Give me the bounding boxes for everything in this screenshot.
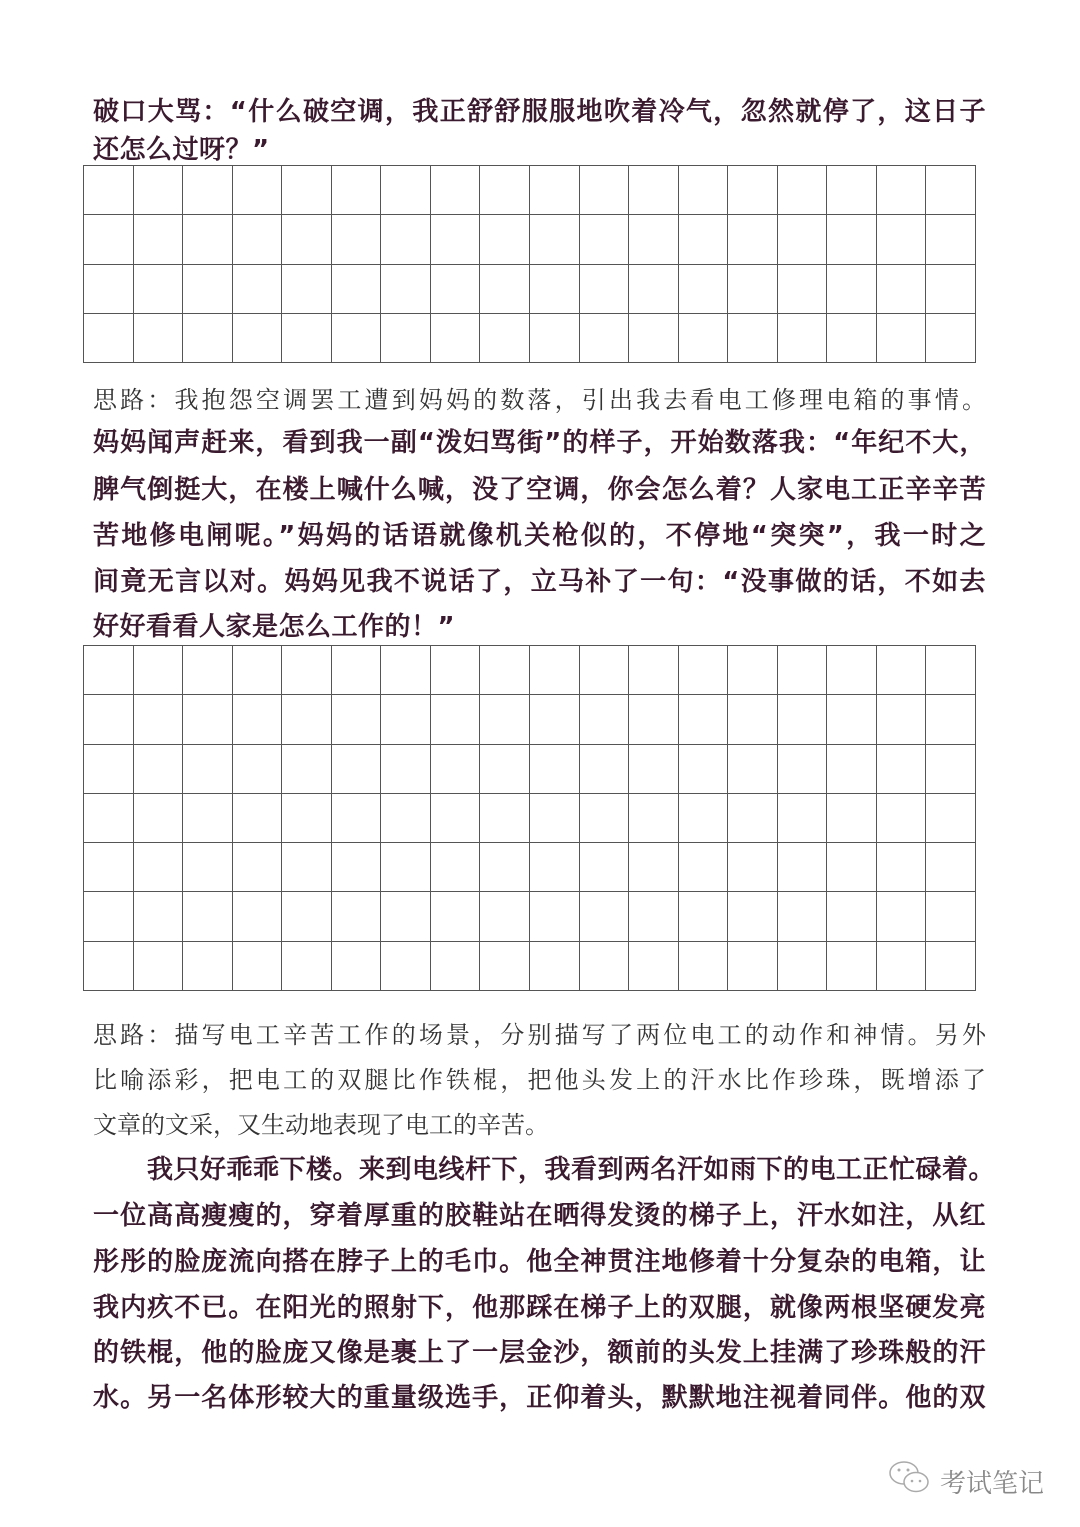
p1-line-2: 还怎么过呀？” <box>93 135 270 165</box>
grid-cell <box>778 942 828 991</box>
grid-cell <box>431 794 481 843</box>
grid-cell <box>728 745 778 794</box>
grid-cell <box>183 843 233 892</box>
grid-cell <box>827 745 877 794</box>
grid-cell <box>679 646 729 695</box>
grid-cell <box>381 745 431 794</box>
wechat-icon <box>888 1458 932 1505</box>
grid-cell <box>282 794 332 843</box>
grid-cell <box>381 843 431 892</box>
grid-cell <box>778 314 828 363</box>
grid-cell <box>282 892 332 941</box>
grid-cell <box>332 695 382 744</box>
grid-cell <box>629 745 679 794</box>
grid-cell <box>233 646 283 695</box>
grid-cell <box>530 695 580 744</box>
grid-cell <box>480 314 530 363</box>
grid-cell <box>431 265 481 314</box>
grid-cell <box>431 892 481 941</box>
grid-cell <box>282 166 332 215</box>
grid-cell <box>679 215 729 264</box>
grid-cell <box>480 695 530 744</box>
grid-cell <box>926 166 976 215</box>
grid-cell <box>926 843 976 892</box>
p3-line-6: 水。另一名体形较大的重量级选手，正仰着头，默默地注视着同伴。他的双 <box>93 1383 986 1413</box>
grid-cell <box>480 215 530 264</box>
grid-cell <box>580 745 630 794</box>
p2-line-3: 苦地修电闸呢。”妈妈的话语就像机关枪似的，不停地“突突”，我一时之 <box>93 521 986 551</box>
grid-cell <box>233 892 283 941</box>
grid-cell <box>877 695 927 744</box>
grid-cell <box>431 646 481 695</box>
grid-cell <box>728 265 778 314</box>
grid-cell <box>134 794 184 843</box>
grid-cell <box>381 942 431 991</box>
grid-cell <box>679 942 729 991</box>
grid-cell <box>282 646 332 695</box>
grid-cell <box>134 265 184 314</box>
grid-cell <box>827 215 877 264</box>
grid-cell <box>877 843 927 892</box>
grid-cell <box>629 942 679 991</box>
note2-line-2: 比喻添彩，把电工的双腿比作铁棍，把他头发上的汗水比作珍珠，既增添了 <box>93 1066 986 1094</box>
grid-cell <box>827 265 877 314</box>
grid-cell <box>926 215 976 264</box>
grid-cell <box>183 215 233 264</box>
grid-cell <box>877 265 927 314</box>
grid-cell <box>183 646 233 695</box>
grid-cell <box>134 646 184 695</box>
grid-cell <box>877 166 927 215</box>
grid-cell <box>926 745 976 794</box>
grid-cell <box>183 794 233 843</box>
grid-cell <box>778 265 828 314</box>
grid-cell <box>926 265 976 314</box>
p3-line-2: 一位高高瘦瘦的，穿着厚重的胶鞋站在晒得发烫的梯子上，汗水如注，从红 <box>93 1201 986 1231</box>
grid-cell <box>877 215 927 264</box>
p2-line-4: 间竟无言以对。妈妈见我不说话了，立马补了一句：“没事做的话，不如去 <box>93 567 986 597</box>
grid-cell <box>282 695 332 744</box>
grid-cell <box>728 843 778 892</box>
grid-cell <box>530 314 580 363</box>
grid-cell <box>431 215 481 264</box>
grid-cell <box>480 843 530 892</box>
grid-cell <box>530 843 580 892</box>
grid-cell <box>679 695 729 744</box>
grid-cell <box>778 892 828 941</box>
grid-cell <box>926 646 976 695</box>
grid-cell <box>381 166 431 215</box>
grid-cell <box>233 314 283 363</box>
grid-cell <box>134 745 184 794</box>
grid-cell <box>381 695 431 744</box>
grid-cell <box>530 646 580 695</box>
grid-cell <box>282 314 332 363</box>
grid-cell <box>530 794 580 843</box>
grid-cell <box>381 892 431 941</box>
grid-cell <box>530 892 580 941</box>
grid-cell <box>827 166 877 215</box>
grid-cell <box>728 695 778 744</box>
grid-cell <box>629 265 679 314</box>
grid-cell <box>233 166 283 215</box>
p2-line-1: 妈妈闻声赶来，看到我一副“泼妇骂街”的样子，开始数落我：“年纪不大， <box>93 428 986 458</box>
grid-cell <box>926 314 976 363</box>
grid-cell <box>629 166 679 215</box>
grid-cell <box>84 745 134 794</box>
grid-cell <box>134 314 184 363</box>
grid-cell <box>381 265 431 314</box>
grid-cell <box>233 695 283 744</box>
p3-line-4: 我内疚不已。在阳光的照射下，他那踩在梯子上的双腿，就像两根坚硬发亮 <box>93 1293 986 1323</box>
grid-cell <box>580 942 630 991</box>
grid-cell <box>827 314 877 363</box>
grid-cell <box>84 942 134 991</box>
grid-cell <box>728 892 778 941</box>
note2-line-3: 文章的文采，又生动地表现了电工的辛苦。 <box>93 1111 549 1139</box>
grid-cell <box>431 745 481 794</box>
grid-cell <box>877 794 927 843</box>
grid-cell <box>134 166 184 215</box>
grid-cell <box>233 745 283 794</box>
grid-cell <box>778 646 828 695</box>
grid-cell <box>778 745 828 794</box>
grid-cell <box>877 314 927 363</box>
grid-cell <box>629 695 679 744</box>
grid-cell <box>282 215 332 264</box>
grid-cell <box>827 646 877 695</box>
grid-cell <box>877 892 927 941</box>
grid-cell <box>778 695 828 744</box>
grid-cell <box>728 646 778 695</box>
grid-cell <box>233 942 283 991</box>
grid-cell <box>282 265 332 314</box>
grid-cell <box>134 695 184 744</box>
note2-line-1: 思路：描写电工辛苦工作的场景，分别描写了两位电工的动作和神情。另外 <box>93 1021 986 1049</box>
grid-cell <box>84 166 134 215</box>
watermark-text: 考试笔记 <box>940 1469 1045 1499</box>
grid-cell <box>827 843 877 892</box>
grid-cell <box>580 843 630 892</box>
grid-cell <box>332 892 382 941</box>
grid-cell <box>84 695 134 744</box>
grid-cell <box>629 646 679 695</box>
grid-cell <box>84 265 134 314</box>
writing-grid-1 <box>83 165 976 363</box>
grid-cell <box>233 215 283 264</box>
grid-cell <box>580 794 630 843</box>
grid-cell <box>728 942 778 991</box>
grid-cell <box>84 794 134 843</box>
grid-cell <box>580 166 630 215</box>
p1-line-1: 破口大骂：“什么破空调，我正舒舒服服地吹着冷气，忽然就停了，这日子 <box>93 97 986 127</box>
grid-cell <box>431 314 481 363</box>
p3-line-5: 的铁棍，他的脸庞又像是裹上了一层金沙，额前的头发上挂满了珍珠般的汗 <box>93 1338 986 1368</box>
grid-cell <box>431 695 481 744</box>
grid-cell <box>332 166 382 215</box>
grid-cell <box>926 892 976 941</box>
grid-cell <box>530 166 580 215</box>
p3-line-3: 彤彤的脸庞流向搭在脖子上的毛巾。他全神贯注地修着十分复杂的电箱，让 <box>93 1247 986 1277</box>
grid-cell <box>728 314 778 363</box>
grid-cell <box>332 843 382 892</box>
grid-cell <box>332 794 382 843</box>
grid-cell <box>580 215 630 264</box>
grid-cell <box>381 646 431 695</box>
p3-line-1: 我只好乖乖下楼。来到电线杆下，我看到两名汗如雨下的电工正忙碌着。 <box>147 1155 996 1185</box>
p2-line-2: 脾气倒挺大，在楼上喊什么喊，没了空调，你会怎么着？人家电工正辛辛苦 <box>93 475 986 505</box>
grid-cell <box>629 892 679 941</box>
grid-cell <box>381 314 431 363</box>
grid-cell <box>778 794 828 843</box>
grid-cell <box>629 215 679 264</box>
grid-cell <box>580 314 630 363</box>
grid-cell <box>134 215 184 264</box>
grid-cell <box>480 265 530 314</box>
grid-cell <box>183 314 233 363</box>
grid-cell <box>183 166 233 215</box>
grid-cell <box>332 745 382 794</box>
grid-cell <box>431 843 481 892</box>
grid-cell <box>629 314 679 363</box>
grid-cell <box>877 646 927 695</box>
grid-cell <box>480 942 530 991</box>
grid-cell <box>381 794 431 843</box>
grid-cell <box>926 695 976 744</box>
grid-cell <box>827 892 877 941</box>
grid-cell <box>183 695 233 744</box>
grid-cell <box>282 745 332 794</box>
grid-cell <box>480 646 530 695</box>
grid-cell <box>580 695 630 744</box>
grid-cell <box>778 166 828 215</box>
grid-cell <box>332 942 382 991</box>
grid-cell <box>926 794 976 843</box>
grid-cell <box>827 794 877 843</box>
note1-line-1: 思路：我抱怨空调罢工遭到妈妈的数落，引出我去看电工修理电箱的事情。 <box>93 386 986 414</box>
grid-cell <box>679 265 729 314</box>
grid-cell <box>183 745 233 794</box>
grid-cell <box>332 215 382 264</box>
grid-cell <box>332 646 382 695</box>
grid-cell <box>530 745 580 794</box>
grid-cell <box>827 942 877 991</box>
grid-cell <box>431 942 481 991</box>
grid-cell <box>629 843 679 892</box>
grid-cell <box>332 265 382 314</box>
p2-line-5: 好好看看人家是怎么工作的！” <box>93 612 456 642</box>
grid-cell <box>580 892 630 941</box>
grid-cell <box>530 265 580 314</box>
grid-cell <box>480 794 530 843</box>
grid-cell <box>381 215 431 264</box>
grid-cell <box>827 695 877 744</box>
grid-cell <box>84 843 134 892</box>
grid-cell <box>233 794 283 843</box>
grid-cell <box>530 215 580 264</box>
grid-cell <box>679 794 729 843</box>
grid-cell <box>629 794 679 843</box>
grid-cell <box>233 843 283 892</box>
grid-cell <box>679 892 729 941</box>
grid-cell <box>877 745 927 794</box>
grid-cell <box>530 942 580 991</box>
grid-cell <box>926 942 976 991</box>
grid-cell <box>84 892 134 941</box>
grid-cell <box>480 745 530 794</box>
grid-cell <box>480 892 530 941</box>
grid-cell <box>84 646 134 695</box>
grid-cell <box>233 265 283 314</box>
grid-cell <box>679 314 729 363</box>
grid-cell <box>183 265 233 314</box>
grid-cell <box>728 794 778 843</box>
grid-cell <box>282 843 332 892</box>
grid-cell <box>134 892 184 941</box>
grid-cell <box>183 942 233 991</box>
grid-cell <box>134 843 184 892</box>
grid-cell <box>183 892 233 941</box>
grid-cell <box>679 166 729 215</box>
grid-cell <box>282 942 332 991</box>
grid-cell <box>679 843 729 892</box>
grid-cell <box>480 166 530 215</box>
grid-cell <box>134 942 184 991</box>
watermark <box>888 1458 1044 1505</box>
grid-cell <box>332 314 382 363</box>
writing-grid-2 <box>83 645 976 991</box>
grid-cell <box>84 215 134 264</box>
grid-cell <box>778 215 828 264</box>
grid-cell <box>778 843 828 892</box>
grid-cell <box>877 942 927 991</box>
grid-cell <box>580 265 630 314</box>
grid-cell <box>84 314 134 363</box>
grid-cell <box>679 745 729 794</box>
grid-cell <box>728 166 778 215</box>
grid-cell <box>580 646 630 695</box>
grid-cell <box>728 215 778 264</box>
grid-cell <box>431 166 481 215</box>
